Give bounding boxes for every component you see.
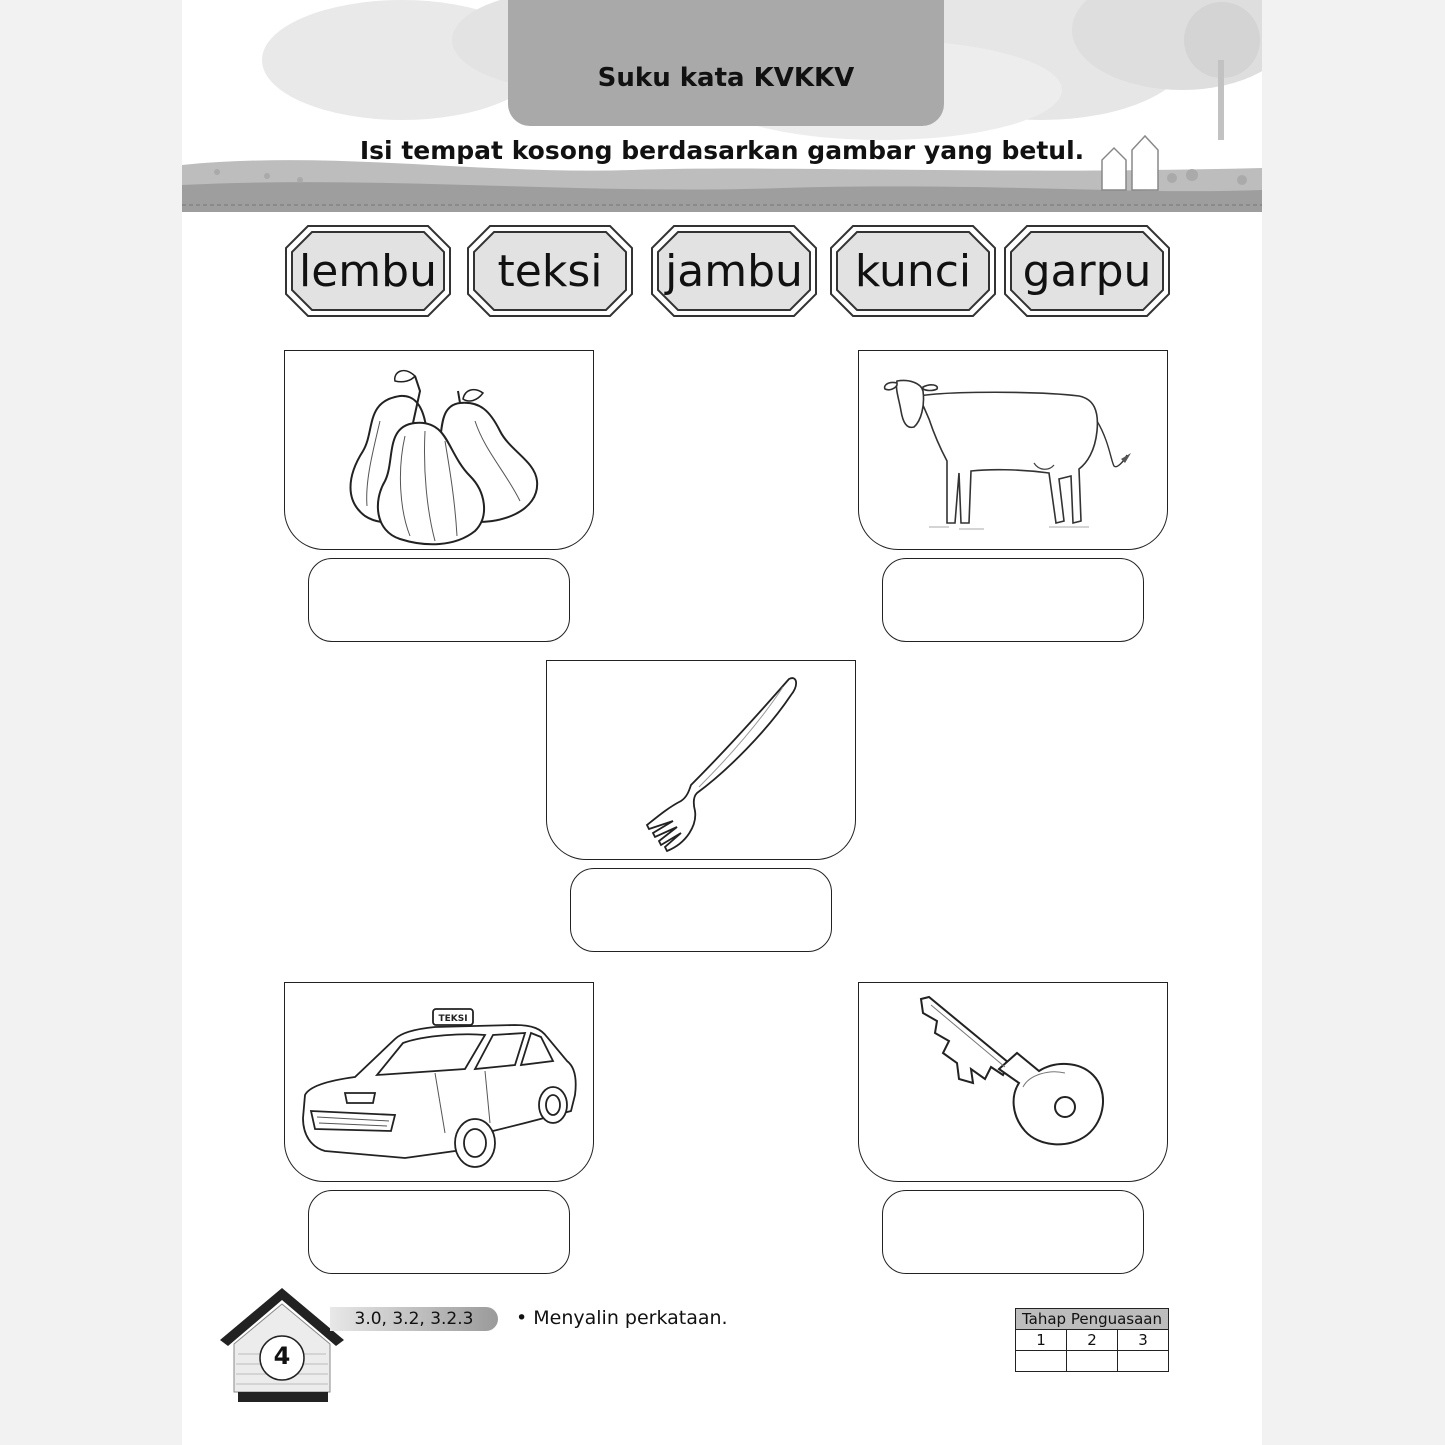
word-label: kunci xyxy=(854,245,972,297)
answer-box-2[interactable] xyxy=(882,558,1144,642)
mastery-check-2[interactable] xyxy=(1067,1351,1118,1372)
key-picture-icon xyxy=(859,983,1169,1183)
curriculum-standard-badge: 3.0, 3.2, 3.2.3 xyxy=(330,1307,498,1331)
answer-box-5[interactable] xyxy=(882,1190,1144,1274)
answer-box-1[interactable] xyxy=(308,558,570,642)
answer-box-4[interactable] xyxy=(308,1190,570,1274)
picture-card-lembu xyxy=(858,350,1168,550)
instruction-text: Isi tempat kosong berdasarkan gambar yang betul. xyxy=(359,136,1085,165)
title-tab xyxy=(508,0,944,126)
page-title: Suku kata KVKKV xyxy=(597,63,855,93)
answer-box-3[interactable] xyxy=(570,868,832,952)
picture-card-jambu xyxy=(284,350,594,550)
word-label: teksi xyxy=(497,245,603,297)
word-chip-kunci xyxy=(829,224,997,318)
picture-card-garpu xyxy=(546,660,856,860)
word-label: jambu xyxy=(665,245,803,297)
mastery-level-1: 1 xyxy=(1016,1330,1067,1351)
word-chip-lembu xyxy=(284,224,452,318)
word-label: garpu xyxy=(1022,245,1152,297)
taxi-picture-icon xyxy=(285,983,595,1183)
picture-card-kunci xyxy=(858,982,1168,1182)
word-chip-jambu xyxy=(650,224,818,318)
mastery-check-3[interactable] xyxy=(1118,1351,1169,1372)
cow-picture-icon xyxy=(859,351,1169,551)
mastery-level-3: 3 xyxy=(1118,1330,1169,1351)
word-chip-teksi xyxy=(466,224,634,318)
mastery-level-table xyxy=(1015,1308,1169,1372)
mastery-check-1[interactable] xyxy=(1016,1351,1067,1372)
jambu-picture-icon xyxy=(285,351,595,551)
word-chip-garpu xyxy=(1003,224,1171,318)
fork-picture-icon xyxy=(547,661,857,861)
worksheet-page xyxy=(182,0,1262,1445)
taxi-sign-text: TEKSI xyxy=(438,1014,468,1024)
picture-card-teksi xyxy=(284,982,594,1182)
word-label: lembu xyxy=(299,245,437,297)
mastery-level-2: 2 xyxy=(1067,1330,1118,1351)
mastery-header: Tahap Penguasaan xyxy=(1016,1309,1169,1330)
learning-objective-note: • Menyalin perkataan. xyxy=(516,1307,728,1329)
page-number: 4 xyxy=(273,1342,291,1370)
